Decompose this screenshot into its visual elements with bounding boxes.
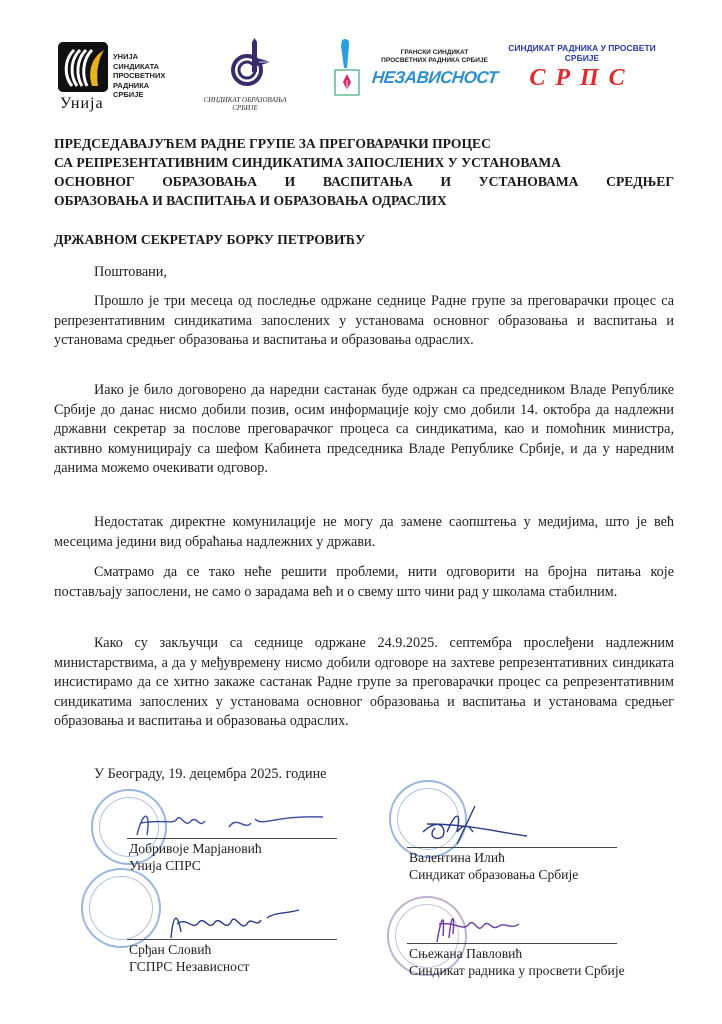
unija-logo [58, 42, 178, 114]
exclamation-pen-icon [332, 38, 362, 98]
srps-caption-line: СИНДИКАТ РАДНИКА У ПРОСВЕТИ [508, 43, 656, 53]
paragraph-text: Како су закључци са седнице одржане 24.9.2025. септембра прослеђени надлежним министарствима, а да у међувремену нисмо добили одговоре на захтеве репрезентативних синдиката инсистирамо да се хитно закаже састанак Радне групе за преговарачки процес са репрезентативним синдикатима запослених у установама основног образовања и васпитања и установама средњег образовања и васпитања и образовања одраслих. [54, 635, 674, 730]
paragraph-text: Прошло је три месеца од последње одржане седнице Радне групе за преговарачки процес са репрезентативним синдикатима запослених у установама основног образовања и васпитања и установама средњег образовања и васпитања и образовања одраслих. [54, 293, 674, 349]
greeting: Поштовани, [94, 264, 167, 280]
signatory-org: Унија СПРС [129, 858, 201, 873]
srps-caption [492, 44, 672, 63]
unija-wordmark: Унија [60, 95, 104, 112]
place-and-date: У Београду, 19. децембра 2025. године [94, 766, 327, 782]
signatory-org: Синдикат образовања Србије [409, 867, 579, 882]
signature-block [363, 806, 603, 886]
srps-caption-line: СРБИЈЕ [564, 52, 600, 63]
body-paragraph [54, 513, 674, 552]
paragraph-text: Недостатак директне комунилације не могу да замене саопштења у медијима, што је већ месецима једини вид обраћања надлежних у држави. [54, 514, 674, 550]
pen-swirl-icon [225, 38, 275, 90]
unija-caption-line: УНИЈА [113, 52, 139, 61]
recipients-line: СА РЕПРЕЗЕНТАТИВНИМ СИНДИКАТИМА ЗАПОСЛЕНИХ У УСТАНОВАМА [54, 155, 562, 170]
body-paragraph [54, 634, 674, 732]
signatory-name: Сњежана Павловић [409, 946, 523, 961]
nezavisnost-wordmark: НЕЗАВИСНОСТ [371, 68, 499, 87]
recipients-line: ОСНОВНОГ ОБРАЗОВАЊА И ВАСПИТАЊА И УСТАНОВАМА СРЕДЊЕГ [54, 174, 674, 189]
signature-scribble-icon [133, 805, 333, 841]
nezavisnost-caption-line: ГРАНСКИ СИНДИКАТ [400, 49, 469, 56]
sos-caption-line: СРБИЈЕ [232, 104, 258, 112]
logo-header [0, 38, 722, 116]
nezavisnost-caption-line: ПРОСВЕТНИХ РАДНИКА СРБИЈЕ [381, 57, 488, 64]
recipients-line: ОБРАЗОВАЊА И ВАСПИТАЊА И ОБРАЗОВАЊА ОДРАСЛИХ [54, 193, 447, 208]
paragraph-text: Сматрамо да се тако неће решити проблеми, нити одговорити на бројна питања које постављају запослени, не само о зарадама већ и о свему што чини рад у школама стабилним. [54, 564, 674, 600]
sos-caption [200, 96, 290, 112]
sos-caption-line: СИНДИКАТ ОБРАЗОВАЊА [203, 96, 287, 104]
srps-wordmark: СРПС [529, 65, 635, 91]
paragraph-text: Иако је било договорено да наредни састанак буде одржан са председником Владе Републике Србије до данас нисмо добили позив, осим информације коју смо добили 14. октобра да надлежни државни секретар за послове преговарачког процеса са синдикатима, као и помоћник министра, активно комуницирају са шефом Кабинета председника Владе Републике Србије, и да у наредним данима можемо очекивати одговор. [54, 382, 674, 477]
signatory-org: ГСПРС Независност [129, 959, 250, 974]
unija-caption [113, 52, 165, 100]
signature-scribble-icon [163, 902, 303, 942]
unija-caption-line: ПРОСВЕТНИХ [113, 71, 166, 80]
signature-line [407, 847, 617, 848]
signature-line [127, 838, 337, 839]
signatory-name: Срђан Словић [129, 942, 212, 957]
stamp-icon [81, 868, 161, 948]
addressee-heading: ДРЖАВНОМ СЕКРЕТАРУ БОРКУ ПЕТРОВИЋУ [54, 232, 366, 247]
signature-line [407, 943, 617, 944]
srps-logo [492, 44, 672, 104]
unija-caption-line: СИНДИКАТА [113, 61, 160, 71]
signatory-name: Валентина Илић [409, 850, 505, 865]
body-paragraph [54, 381, 674, 479]
signature-scribble-icon [429, 904, 549, 944]
signature-line [127, 939, 337, 940]
signature-block [83, 898, 323, 978]
signatory-org: Синдикат радника у просвети Србије [409, 963, 625, 978]
recipients-heading [54, 134, 674, 210]
body-paragraph [54, 563, 674, 602]
body-paragraph [54, 292, 674, 351]
nezavisnost-logo [332, 38, 502, 114]
signature-block [83, 797, 323, 877]
unija-caption-line: РАДНИКА [113, 80, 150, 90]
signature-block [363, 902, 625, 982]
nezavisnost-caption [367, 49, 502, 65]
recipients-line: ПРЕДСЕДАВАЈУЋЕМ РАДНЕ ГРУПЕ ЗА ПРЕГОВАРАЧКИ ПРОЦЕС [54, 136, 491, 151]
unija-book-icon [58, 42, 108, 92]
signature-scribble-icon [417, 802, 547, 846]
sos-logo [200, 38, 290, 114]
signatory-name: Добривоје Марјановић [129, 841, 262, 856]
unija-caption-line: СРБИЈЕ [113, 90, 144, 99]
